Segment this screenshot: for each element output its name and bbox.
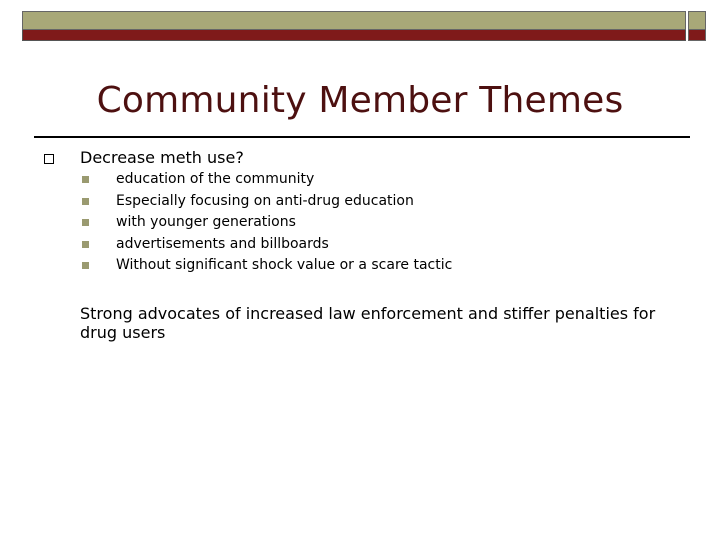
body-paragraph: Strong advocates of increased law enforcement and stiffer penalties for drug users xyxy=(80,304,656,342)
slide-title: Community Member Themes xyxy=(96,80,624,121)
square-bullet-icon xyxy=(82,176,89,183)
sub-bullet-text: Especially focusing on anti-drug education xyxy=(116,192,414,209)
sub-bullet-text: with younger generations xyxy=(116,214,296,230)
hollow-square-bullet-icon xyxy=(44,154,54,164)
bullet-text: Decrease meth use? xyxy=(80,148,244,167)
corner-square-red xyxy=(688,30,706,41)
square-bullet-icon xyxy=(82,198,89,205)
corner-square-olive xyxy=(688,11,706,30)
sub-bullet-text: education of the community xyxy=(116,171,315,187)
header-band-olive xyxy=(22,11,686,30)
sub-bullet-text: Without significant shock value or a scare tactic xyxy=(116,257,453,273)
square-bullet-icon xyxy=(82,219,89,226)
square-bullet-icon xyxy=(82,262,89,269)
sub-bullet-text: advertisements and billboards xyxy=(116,235,329,252)
title-divider xyxy=(34,136,690,138)
square-bullet-icon xyxy=(82,241,89,248)
header-band-red xyxy=(22,30,686,41)
